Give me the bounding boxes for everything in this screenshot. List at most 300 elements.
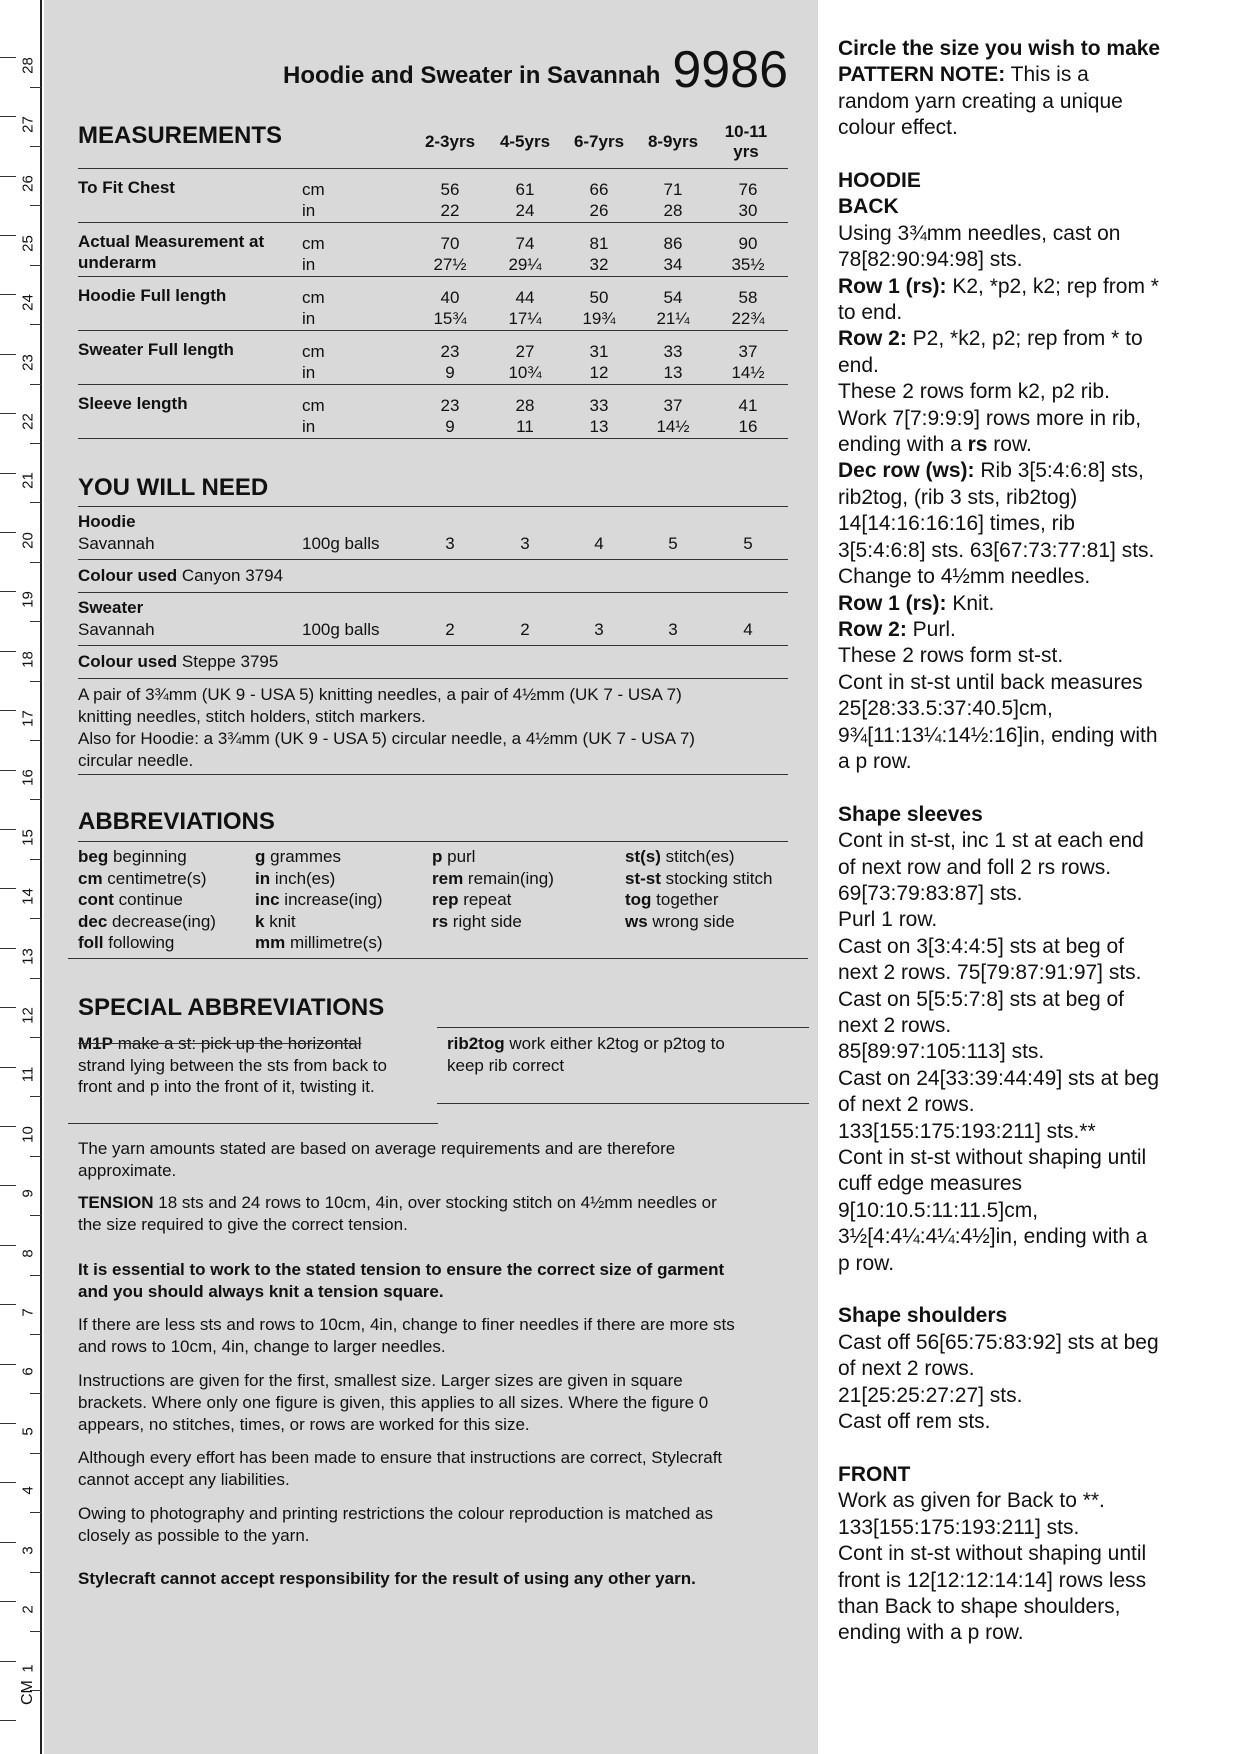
text-line: A pair of 3¾mm (UK 9 - USA 5) knitting needles, a pair of 4½mm (UK 7 - USA 7) xyxy=(78,685,682,704)
sweater-qty: 3 xyxy=(594,620,604,639)
ruler-number: 22 xyxy=(19,413,37,430)
text-line: closely as possible to the yarn. xyxy=(78,1526,310,1545)
abbreviation-item xyxy=(625,868,772,890)
ruler-number: 19 xyxy=(19,591,37,608)
text-line: a p row. xyxy=(838,749,912,773)
text-run: P2, *k2, p2; rep from * to xyxy=(906,327,1143,351)
abbr-term: rem xyxy=(432,868,464,888)
text-run: rs xyxy=(967,433,988,457)
ruler-number: 16 xyxy=(19,769,37,787)
text-line: front and p into the front of it, twisting it. xyxy=(78,1077,375,1096)
value-in: 14½ xyxy=(731,363,765,382)
abbr-meaning: continue xyxy=(113,890,183,909)
ruler-tick xyxy=(30,443,42,444)
value-cm: 40 xyxy=(440,288,460,307)
ruler-number: 28 xyxy=(19,56,37,74)
cm-ruler xyxy=(0,0,42,1754)
value-cm: 74 xyxy=(515,234,535,253)
row-label: Row 2: xyxy=(838,617,907,641)
ruler-number: 14 xyxy=(19,888,37,905)
abbr-meaning: wrong side xyxy=(647,911,735,931)
abbr-term: dec xyxy=(78,911,108,931)
value-cell xyxy=(562,179,636,221)
value-cm: 56 xyxy=(440,180,460,199)
ruler-tick xyxy=(0,1601,16,1602)
value-in: 16 xyxy=(738,417,758,436)
text-line: approximate. xyxy=(78,1161,177,1180)
abbr-meaning: knit xyxy=(264,911,296,931)
text-line: p row. xyxy=(838,1251,895,1275)
sweater-subtitle: Sweater xyxy=(78,598,144,617)
needle-change-note xyxy=(78,1314,793,1358)
ruler-tick xyxy=(0,1364,16,1365)
value-cell xyxy=(711,395,785,437)
abbr-term: st-st xyxy=(625,868,661,888)
text-line: 25[28:33.5:37:40.5]cm, xyxy=(838,697,1053,721)
value-in: 9 xyxy=(445,417,455,436)
hoodie-qty: 5 xyxy=(668,534,678,553)
abbr-meaning: repeat xyxy=(458,890,512,909)
text-line: 9¾[11:13¼:14½:16]in, ending with xyxy=(838,723,1158,747)
unit-in: in xyxy=(302,363,316,382)
text-line: and rows to 10cm, 4in, change to larger needles. xyxy=(78,1337,446,1356)
ruler-tick xyxy=(30,621,42,622)
m1p-definition xyxy=(78,1033,438,1098)
measurement-row xyxy=(78,223,788,277)
ruler-number: 8 xyxy=(19,1248,37,1258)
value-cm: 33 xyxy=(663,342,683,361)
text-line: 18 sts and 24 rows to 10cm, 4in, over stocking stitch on 4½mm needles or xyxy=(158,1193,717,1212)
ruler-tick xyxy=(30,562,42,563)
value-cm: 37 xyxy=(663,396,683,415)
ruler-tick xyxy=(30,859,42,860)
text-line: of next row and foll 2 rs rows. xyxy=(838,855,1112,879)
ruler-tick xyxy=(0,1067,16,1068)
abbreviations-col xyxy=(78,846,216,954)
ruler-tick xyxy=(30,681,42,682)
abbreviation-item xyxy=(78,868,216,890)
row-label: Row 2: xyxy=(838,327,907,351)
abbr-meaning: increase(ing) xyxy=(279,890,383,909)
text-line: knitting needles, stitch holders, stitch markers. xyxy=(78,707,426,726)
value-in: 22 xyxy=(440,201,460,220)
text-line: of next 2 rows. xyxy=(838,1093,975,1117)
ruler-tick xyxy=(0,1720,16,1721)
text-line: It is essential to work to the stated tension to ensure the correct size of garment xyxy=(78,1260,725,1279)
ruler-tick xyxy=(30,1631,42,1632)
divider xyxy=(68,958,808,959)
text-line: of next 2 rows. xyxy=(838,1357,975,1381)
ruler-number: 13 xyxy=(19,947,37,965)
text-line xyxy=(838,617,1223,643)
text-line: Cast on 5[5:5:7:8] sts at beg of xyxy=(838,987,1125,1011)
ruler-number: 10 xyxy=(19,1125,37,1143)
ruler-tick xyxy=(0,354,16,355)
value-cell xyxy=(488,341,562,383)
text-line xyxy=(838,458,1223,484)
value-in: 10¾ xyxy=(508,363,542,382)
text-line: work either k2tog or p2tog to xyxy=(509,1034,725,1053)
value-cm: 50 xyxy=(589,288,609,307)
value-cm: 66 xyxy=(589,180,609,199)
hoodie-qty: 5 xyxy=(743,534,753,553)
ruler-tick xyxy=(30,978,42,979)
text-run: ending with a xyxy=(838,433,968,457)
value-cell xyxy=(562,287,636,329)
ruler-tick xyxy=(30,87,42,88)
abbreviations-col xyxy=(432,846,554,932)
section-heading: Shape shoulders xyxy=(838,1304,1008,1328)
value-cell xyxy=(636,341,710,383)
text-line xyxy=(838,274,1223,300)
ruler-number: 17 xyxy=(19,710,37,727)
text-line: Work as given for Back to **. xyxy=(838,1489,1105,1513)
divider xyxy=(78,678,788,679)
text-line xyxy=(838,432,1223,458)
divider xyxy=(437,1027,809,1028)
colour-value: Steppe 3795 xyxy=(181,652,279,671)
ruler-number: 21 xyxy=(19,472,37,490)
ruler-number: 12 xyxy=(19,1007,37,1024)
colour-value: Canyon 3794 xyxy=(181,566,284,585)
yarn-note xyxy=(78,1138,793,1182)
ruler-tick xyxy=(30,1215,42,1216)
value-cell xyxy=(413,179,487,221)
value-cm: 37 xyxy=(738,342,758,361)
ruler-number: 4 xyxy=(19,1486,37,1495)
ruler-tick xyxy=(30,1572,42,1573)
sweater-qty: 2 xyxy=(445,620,455,639)
ruler-tick xyxy=(0,1482,16,1483)
abbr-meaning: purl xyxy=(442,847,476,866)
abbr-term: tog xyxy=(625,890,652,909)
divider xyxy=(78,841,788,842)
text-line: Purl 1 row. xyxy=(838,908,938,932)
size-header: 2-3yrs xyxy=(424,132,476,151)
size-header: 8-9yrs xyxy=(647,132,699,151)
ruler-unit-label: CM xyxy=(19,1680,36,1705)
text-line: circular needle. xyxy=(78,751,194,770)
size-header: 4-5yrs xyxy=(499,132,551,151)
value-cell xyxy=(413,341,487,383)
divider xyxy=(68,1123,438,1124)
value-in: 13 xyxy=(589,417,609,436)
abbr-meaning: decrease(ing) xyxy=(107,911,216,931)
hoodie-qty: 3 xyxy=(520,534,530,553)
you-will-need-heading: YOU WILL NEED xyxy=(78,474,269,501)
abbreviations-col xyxy=(625,846,772,932)
value-in: 29¼ xyxy=(508,255,542,274)
abbreviations-heading: ABBREVIATIONS xyxy=(78,808,275,835)
ruler-number: 11 xyxy=(19,1067,37,1083)
ruler-tick xyxy=(30,502,42,503)
abbreviation-item xyxy=(625,846,772,868)
text-line: These 2 rows form k2, p2 rib. xyxy=(838,380,1110,404)
text-line: 21[25:25:27:27] sts. xyxy=(838,1383,1023,1407)
value-cm: 86 xyxy=(663,234,683,253)
text-line: ending with a p row. xyxy=(838,1621,1024,1645)
text-line: 133[155:175:193:211] sts.** xyxy=(838,1119,1096,1143)
hoodie-qty: 4 xyxy=(594,534,604,553)
abbreviation-item xyxy=(432,889,554,911)
text-line: the size required to give the correct tension. xyxy=(78,1215,408,1234)
value-cm: 54 xyxy=(663,288,683,307)
value-in: 13 xyxy=(663,363,683,382)
value-in: 14½ xyxy=(656,417,690,436)
ruler-tick xyxy=(0,1007,16,1008)
ruler-tick xyxy=(30,1453,42,1454)
value-cell xyxy=(562,341,636,383)
abbr-term: cm xyxy=(78,868,103,888)
value-cm: 23 xyxy=(440,396,460,415)
abbreviation-item xyxy=(78,932,216,954)
abbr-term: rep xyxy=(432,890,459,909)
size-header: 6-7yrs xyxy=(573,132,625,151)
abbr-term: mm xyxy=(255,933,286,952)
unit-in: in xyxy=(302,309,316,328)
hoodie-qty: 3 xyxy=(445,534,455,553)
ruler-tick xyxy=(30,740,42,741)
value-in: 15¾ xyxy=(433,309,467,328)
sweater-qty: 3 xyxy=(668,620,678,639)
value-cell xyxy=(636,287,710,329)
value-cm: 90 xyxy=(738,234,758,253)
abbreviation-item xyxy=(255,932,383,954)
text-line: Cast on 24[33:39:44:49] sts at beg xyxy=(838,1066,1160,1090)
ruler-tick xyxy=(30,384,42,385)
text-line: Work 7[7:9:9:9] rows more in rib, xyxy=(838,406,1142,430)
text-line: Instructions are given for the first, smallest size. Larger sizes are given in square xyxy=(78,1371,683,1390)
tension-note xyxy=(78,1192,793,1236)
unit-cm: cm xyxy=(302,342,325,361)
needles-text xyxy=(78,684,793,772)
ruler-tick xyxy=(30,1096,42,1097)
abbreviations-col xyxy=(255,846,383,954)
ruler-tick xyxy=(0,532,16,533)
text-line: brackets. Where only one figure is given, this applies to all sizes. Where the figure 0 xyxy=(78,1393,709,1412)
abbreviation-item xyxy=(255,846,383,868)
ruler-tick xyxy=(30,1393,42,1394)
text-line xyxy=(838,326,1223,352)
value-cm: 71 xyxy=(663,180,683,199)
sweater-qty: 4 xyxy=(743,620,753,639)
value-cell xyxy=(636,179,710,221)
text-line: Cont in st-st until back measures xyxy=(838,670,1143,694)
value-in: 32 xyxy=(589,255,609,274)
abbr-meaning: remain(ing) xyxy=(463,868,554,888)
value-cell xyxy=(413,233,487,275)
abbreviation-item xyxy=(432,868,554,890)
divider xyxy=(437,1103,809,1104)
abbreviation-item xyxy=(625,911,772,933)
divider xyxy=(78,506,788,507)
ruler-number: 20 xyxy=(19,531,37,549)
text-line: Using 3¾mm needles, cast on xyxy=(838,221,1121,245)
size-header: 10-11 yrs xyxy=(724,122,768,161)
unit-cell xyxy=(302,395,325,437)
ruler-tick xyxy=(0,57,16,58)
essential-note xyxy=(78,1259,793,1303)
liability-note xyxy=(78,1447,793,1491)
text-line: Cast off 56[65:75:83:92] sts at beg xyxy=(838,1330,1159,1354)
ruler-tick xyxy=(0,1245,16,1246)
row-label: Row 1 (rs): xyxy=(838,274,947,298)
responsibility-note: Stylecraft cannot accept responsibility for the result of using any other yarn. xyxy=(78,1569,696,1588)
unit-cm: cm xyxy=(302,234,325,253)
colour-label: Colour used xyxy=(78,652,178,671)
value-cell xyxy=(488,233,562,275)
text-line: than Back to shape shoulders, xyxy=(838,1594,1121,1618)
abbr-term: foll xyxy=(78,933,104,952)
unit-cell xyxy=(302,341,325,383)
text-line: cannot accept any liabilities. xyxy=(78,1470,290,1489)
value-cm: 23 xyxy=(440,342,460,361)
pattern-header xyxy=(283,36,788,99)
value-in: 35½ xyxy=(731,255,765,274)
ruler-tick xyxy=(0,888,16,889)
value-in: 12 xyxy=(589,363,609,382)
abbr-term: g xyxy=(255,847,266,866)
unit-cell xyxy=(302,233,325,275)
abbr-term: rib2tog xyxy=(447,1034,505,1053)
abbreviation-item xyxy=(255,911,383,933)
section-heading: FRONT xyxy=(838,1462,911,1486)
text-run: Rib 3[5:4:6:8] sts, xyxy=(974,459,1144,483)
ruler-tick xyxy=(0,116,16,117)
text-run: K2, *p2, k2; rep from * xyxy=(946,274,1159,298)
text-line: 78[82:90:94:98] sts. xyxy=(838,248,1023,272)
measurement-label: Sweater Full length xyxy=(78,340,234,359)
ruler-number: 1 xyxy=(19,1664,37,1673)
row-label: Dec row (ws): xyxy=(838,459,975,483)
text-line: 3½[4:4¼:4¼:4½]in, ending with a xyxy=(838,1225,1148,1249)
text-line: appears, no stitches, times, or rows are worked for this size. xyxy=(78,1415,530,1434)
text-line: Although every effort has been made to ensure that instructions are correct, Stylecraft xyxy=(78,1448,723,1467)
sweater-unit: 100g balls xyxy=(302,620,380,639)
abbr-meaning: following xyxy=(103,933,175,952)
ruler-tick xyxy=(0,1661,16,1662)
value-in: 11 xyxy=(516,417,534,436)
ruler-number: 15 xyxy=(19,828,37,846)
text-line: These 2 rows form st-st. xyxy=(838,644,1064,668)
ruler-number: 6 xyxy=(19,1367,37,1376)
value-cell xyxy=(488,179,562,221)
rib2tog-definition xyxy=(447,1033,807,1076)
text-line: rib2tog, (rib 3 sts, rib2tog) xyxy=(838,485,1078,509)
ruler-tick xyxy=(0,235,16,236)
value-cm: 81 xyxy=(589,234,609,253)
hoodie-colour xyxy=(78,566,283,586)
value-in: 22¾ xyxy=(731,309,765,328)
text-line: Cont in st-st, inc 1 st at each end xyxy=(838,829,1144,853)
hoodie-subtitle: Hoodie xyxy=(78,512,136,531)
divider xyxy=(78,592,788,593)
ruler-number: 23 xyxy=(19,353,37,371)
value-cell xyxy=(636,395,710,437)
unit-cell xyxy=(302,179,325,221)
unit-in: in xyxy=(302,255,316,274)
abbr-meaning: inch(es) xyxy=(270,868,336,888)
text-run: Knit. xyxy=(946,591,995,615)
abbr-meaning: right side xyxy=(448,911,522,931)
ruler-tick xyxy=(0,473,16,474)
value-cell xyxy=(636,233,710,275)
value-cm: 41 xyxy=(738,396,758,415)
value-cm: 76 xyxy=(738,180,758,199)
sweater-yarn: Savannah xyxy=(78,620,155,639)
sweater-colour xyxy=(78,652,278,672)
value-cm: 70 xyxy=(440,234,460,253)
ruler-tick xyxy=(0,1185,16,1186)
ruler-tick xyxy=(0,1304,16,1305)
text-line: keep rib correct xyxy=(447,1055,565,1075)
text-line: 85[89:97:105:113] sts. xyxy=(838,1040,1045,1064)
unit-cm: cm xyxy=(302,288,325,307)
text-line: Also for Hoodie: a 3¾mm (UK 9 - USA 5) circular needle, a 4½mm (UK 7 - USA 7) xyxy=(78,729,695,748)
ruler-number: 26 xyxy=(19,175,37,193)
value-cm: 61 xyxy=(515,180,535,199)
pattern-instructions xyxy=(838,36,1223,1647)
special-abbreviations-heading: SPECIAL ABBREVIATIONS xyxy=(78,994,385,1021)
abbreviation-item xyxy=(432,911,554,933)
text-line: 69[73:79:83:87] sts. xyxy=(838,881,1023,905)
unit-cell xyxy=(302,287,325,329)
value-cell xyxy=(413,287,487,329)
value-in: 9 xyxy=(445,363,455,382)
measurement-row xyxy=(78,331,788,385)
ruler-number: 18 xyxy=(19,650,37,668)
measurements-heading: MEASUREMENTS xyxy=(78,122,283,149)
abbr-meaning: together xyxy=(651,890,719,909)
ruler-number: 24 xyxy=(19,294,37,311)
ruler-tick xyxy=(30,1334,42,1335)
value-cell xyxy=(488,287,562,329)
ruler-tick xyxy=(30,1156,42,1157)
measurement-row xyxy=(78,385,788,439)
value-cm: 44 xyxy=(515,288,535,307)
value-in: 34 xyxy=(663,255,683,274)
text-run: Purl. xyxy=(906,617,956,641)
text-line: next 2 rows. 75[79:87:91:97] sts. xyxy=(838,961,1142,985)
ruler-tick xyxy=(30,1037,42,1038)
text-run: This is a xyxy=(1005,63,1089,87)
abbr-term: cont xyxy=(78,890,114,909)
ruler-number: 25 xyxy=(19,234,37,252)
ruler-tick xyxy=(0,948,16,949)
value-in: 17¼ xyxy=(508,309,542,328)
abbreviation-item xyxy=(78,911,216,933)
unit-in: in xyxy=(302,417,316,436)
abbr-meaning: beginning xyxy=(108,847,187,866)
abbr-term: ws xyxy=(625,911,648,931)
abbr-term: st(s) xyxy=(625,847,661,866)
abbreviation-item xyxy=(432,846,554,868)
text-line: 9[10:10.5:11:11.5]cm, xyxy=(838,1198,1039,1222)
colour-note xyxy=(78,1503,793,1547)
text-line: Cont in st-st without shaping until xyxy=(838,1542,1147,1566)
ruler-tick xyxy=(30,918,42,919)
abbreviation-item xyxy=(255,889,383,911)
ruler-number: 9 xyxy=(19,1189,37,1198)
unit-in: in xyxy=(302,201,316,220)
value-in: 24 xyxy=(515,201,535,220)
value-in: 30 xyxy=(738,201,758,220)
ruler-tick xyxy=(30,146,42,147)
instructions-note xyxy=(78,1370,793,1436)
hoodie-yarn: Savannah xyxy=(78,534,155,553)
value-cell xyxy=(711,341,785,383)
abbr-meaning: millimetre(s) xyxy=(285,933,383,952)
